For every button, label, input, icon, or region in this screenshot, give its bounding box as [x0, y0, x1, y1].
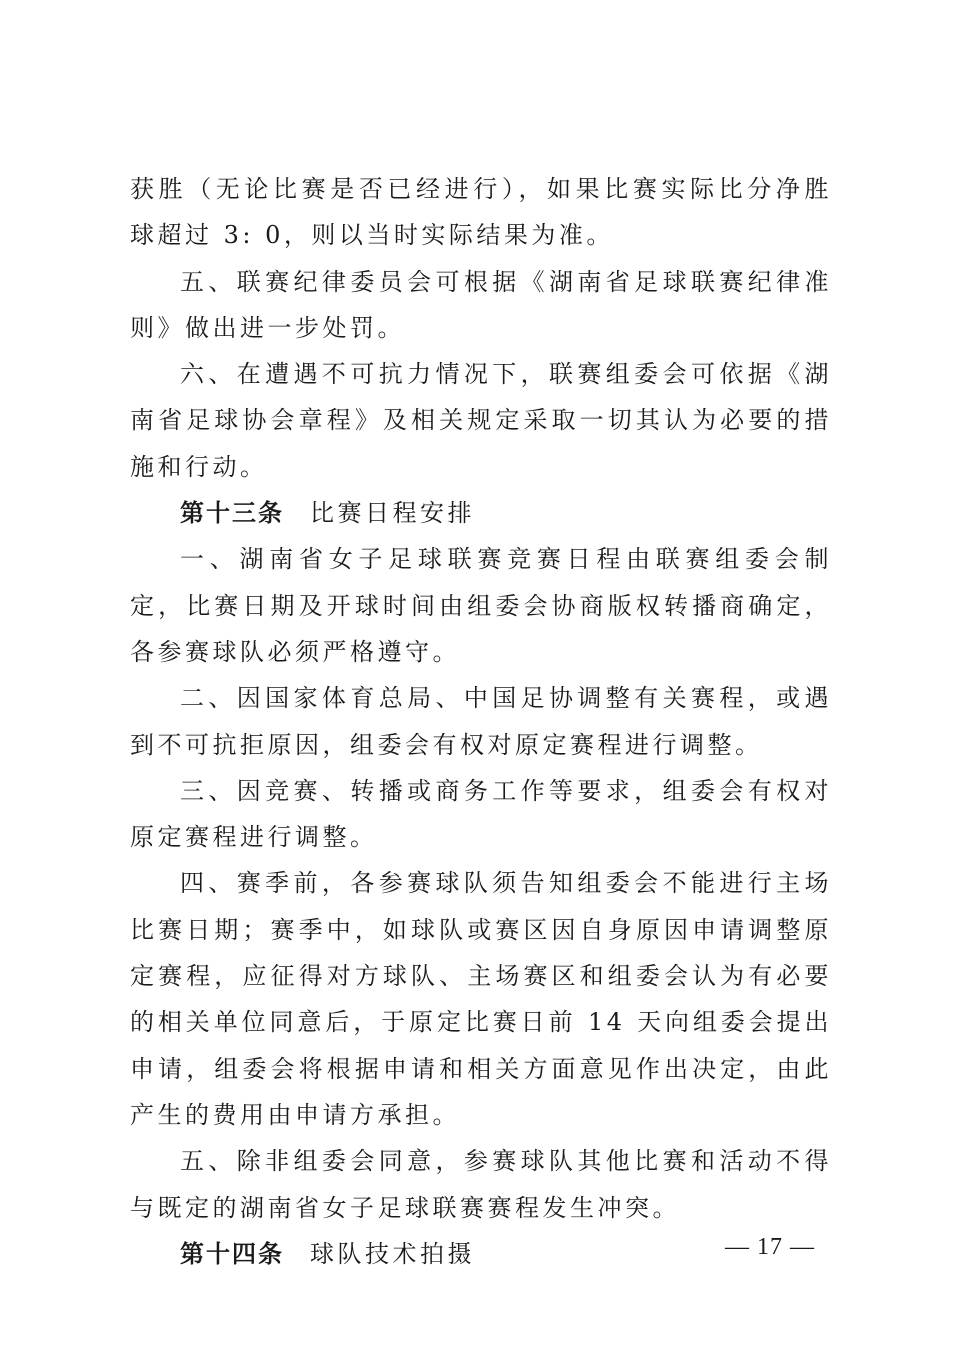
page-number: — 17 — — [725, 1234, 815, 1260]
paragraph-clause-6: 六、在遭遇不可抗力情况下，联赛组委会可依据《湖南省足球协会章程》及相关规定采取一切其认为必要的措施和行动。 — [130, 360, 832, 481]
document-body — [130, 166, 832, 1277]
article-title: 球队技术拍摄 — [310, 1239, 475, 1268]
article-number: 第十四条 — [180, 1238, 284, 1268]
paragraph-article-13-clause-3: 三、因竞赛、转播或商务工作等要求，组委会有权对原定赛程进行调整。 — [130, 776, 832, 852]
paragraph-continuation: 获胜（无论比赛是否已经进行），如果比赛实际比分净胜球超过 3: 0，则以当时实际结果为准。 — [130, 175, 832, 250]
article-title: 比赛日程安排 — [310, 499, 475, 528]
article-13-heading — [130, 490, 832, 536]
paragraph-article-13-clause-5: 五、除非组委会同意，参赛球队其他比赛和活动不得与既定的湖南省女子足球联赛赛程发生冲突。 — [130, 1147, 832, 1222]
article-number: 第十三条 — [180, 498, 284, 528]
paragraph-clause-5: 五、联赛纪律委员会可根据《湖南省足球联赛纪律准则》做出进一步处罚。 — [130, 267, 832, 342]
paragraph-article-13-clause-4: 四、赛季前，各参赛球队须告知组委会不能进行主场比赛日期；赛季中，如球队或赛区因自身原因申请调整原定赛程，应征得对方球队、主场赛区和组委会认为有必要的相关单位同意后，于原定比赛日前 14 天向组委会提出申请，组委会将根据申请和相关方面意见作出决定，由此产生的费用由申请方承担。 — [130, 869, 832, 1129]
paragraph-article-13-clause-1: 一、湖南省女子足球联赛竞赛日程由联赛组委会制定，比赛日期及开球时间由组委会协商版权转播商确定，各参赛球队必须严格遵守。 — [130, 545, 832, 666]
paragraph-article-13-clause-2: 二、因国家体育总局、中国足协调整有关赛程，或遇到不可抗拒原因，组委会有权对原定赛程进行调整。 — [130, 684, 832, 759]
